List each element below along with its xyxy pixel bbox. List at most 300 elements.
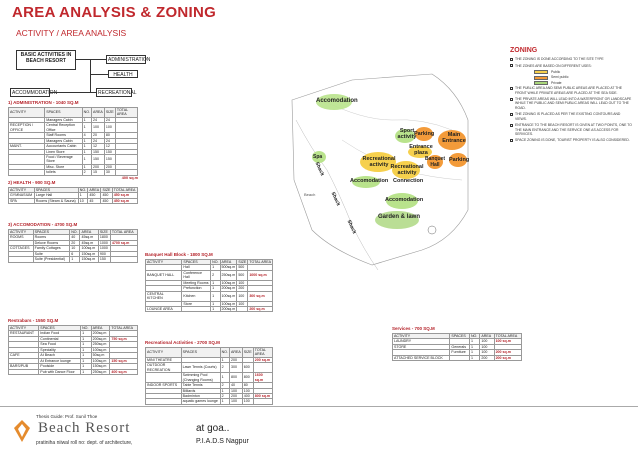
column-header: AREA: [91, 325, 110, 330]
table-cell: 800: [229, 373, 242, 383]
table-cell: 200 sq.m: [494, 350, 521, 355]
table-cell: LAUNDRY: [393, 339, 450, 344]
table-cell: Suite: [33, 251, 70, 256]
column-header: TOTAL AREA: [249, 259, 272, 264]
table-cell: 24: [92, 117, 105, 122]
table-cell: 1: [81, 369, 92, 374]
health-table-heading: 2) HEALTH - 900 SQ.M: [8, 180, 56, 185]
column-header: SPACES: [181, 347, 220, 357]
table-cell: [115, 170, 137, 175]
health-table: [8, 180, 138, 204]
table-cell: Rooms: [33, 235, 70, 240]
column-header: ACTIVITY: [146, 259, 182, 264]
column-header: NO.: [79, 187, 87, 192]
map-label: Beach: [304, 192, 316, 197]
table-cell: Billiards: [181, 388, 220, 393]
table-cell: 1: [81, 364, 92, 369]
table-row: [9, 123, 138, 133]
table-cell: RESTAURANT: [9, 331, 39, 336]
table-cell: 1000 sq.m: [248, 270, 273, 280]
map-label: Sport activity: [397, 128, 417, 141]
table-cell: 100: [237, 291, 248, 301]
table-cell: 20: [92, 133, 105, 138]
diagram-connector: [90, 59, 91, 93]
table-cell: CENTRAL KITCHEN: [146, 291, 182, 301]
table-cell: COTTAGES: [9, 246, 34, 251]
table-cell: MAINT.: [9, 144, 45, 149]
column-header: ACTIVITY: [146, 347, 182, 357]
table-cell: 300: [229, 363, 242, 373]
table-cell: 1: [81, 358, 92, 363]
table-cell: aquatic games lounge: [181, 399, 220, 404]
table-cell: 200: [237, 286, 248, 291]
column-header: NO.: [469, 333, 479, 338]
banquet-table-heading: Banquet Hall Block - 1800 SQ.M: [145, 252, 213, 257]
checkbox-icon: [510, 139, 513, 142]
column-header: SIZE: [242, 347, 253, 357]
table-cell: 1: [211, 265, 220, 270]
table-cell: Generals: [450, 344, 470, 349]
table-row: [146, 306, 273, 311]
map-label: Entrance plaza: [409, 144, 433, 157]
admin-table: [8, 100, 138, 181]
table-cell: Staff Rooms: [45, 133, 82, 138]
table-cell: 900: [98, 251, 110, 256]
table-cell: 100sq.m: [91, 358, 110, 363]
table-cell: 100sq.m: [80, 246, 98, 251]
column-header: SIZE: [238, 259, 247, 264]
map-label: Shack: [313, 161, 326, 177]
table-cell: 200 sq.m: [253, 357, 272, 362]
recreational-table-heading: Recreational Activities - 2700 SQ.M: [145, 340, 220, 345]
table-cell: [146, 399, 182, 404]
table-cell: STORE: [393, 344, 450, 349]
table-cell: 150: [98, 257, 110, 262]
table-cell: 24: [104, 117, 115, 122]
admin-rows: [9, 117, 138, 175]
table-cell: 1: [82, 123, 91, 133]
map-label: Accomodation: [316, 98, 358, 104]
table-cell: 2: [211, 270, 220, 280]
map-label: Shack: [329, 191, 342, 207]
table-cell: 150: [104, 154, 115, 164]
table-cell: 200 sq.m: [494, 355, 521, 360]
column-header: TOTAL AREA: [115, 107, 137, 117]
student-details: pratiniha niiwal roll no: dept. of architecture,: [36, 440, 133, 446]
table-row: [146, 270, 273, 280]
column-header: SPACES: [39, 325, 81, 330]
table-cell: 1800: [98, 235, 110, 240]
table-cell: 450: [88, 193, 101, 198]
column-header: TOTAL AREA: [112, 187, 137, 192]
zoning-note: THE PUBLIC AREA AND SEMI PUBLIC AREAS ARE PLACED AT THE FRONT WHILE PRIVATE AREAS ARE PLACED AT THE SEA SIDE.: [510, 86, 632, 95]
table-cell: [115, 154, 137, 164]
table-cell: 100sq.m: [220, 291, 237, 301]
table-cell: 1: [81, 336, 92, 341]
table-cell: 24: [104, 138, 115, 143]
table-cell: 1: [211, 306, 220, 311]
table-cell: 1: [211, 280, 220, 285]
map-label: Accomodation: [350, 178, 389, 184]
diagram-connector: [90, 74, 108, 75]
table-cell: 12: [92, 144, 105, 149]
table-cell: 1: [469, 339, 479, 344]
table-cell: 100: [242, 399, 253, 404]
legend-swatch: [534, 70, 548, 74]
table-cell: 20: [70, 240, 80, 245]
table-cell: 200: [480, 355, 494, 360]
banquet-table: [145, 252, 273, 312]
table-cell: 1: [82, 144, 91, 149]
table-cell: 450: [101, 198, 112, 203]
checkbox-icon: [510, 58, 513, 61]
table-row: [146, 363, 273, 373]
table-cell: 15: [92, 170, 105, 175]
table-cell: Suite (Presidential): [33, 257, 70, 262]
institute-name: P.I.A.D.S Nagpur: [196, 438, 249, 445]
table-cell: 150sq.m: [80, 251, 98, 256]
table-cell: 1: [211, 291, 220, 301]
table-cell: Accountants Cabin: [45, 144, 82, 149]
accommodation-table-heading: 3) ACCOMODATION - 4700 SQ.M: [8, 222, 78, 227]
activity-node-recreational: RECREATIONAL: [98, 90, 137, 96]
zoning-notes: [510, 46, 632, 145]
site-marker: [428, 226, 436, 234]
table-row: [9, 154, 138, 164]
column-header: NO.: [212, 259, 219, 264]
column-header: AREA: [220, 259, 237, 264]
table-cell: 1000: [98, 240, 110, 245]
table-cell: 150: [92, 154, 105, 164]
table-cell: 200sq.m: [221, 286, 236, 291]
legend-swatch: [534, 76, 548, 80]
table-cell: 4700 sq.m: [110, 240, 137, 245]
table-cell: toilets: [45, 170, 82, 175]
column-header: SPACES: [33, 229, 70, 234]
activity-node-health: HEALTH: [108, 70, 138, 78]
table-cell: [146, 373, 182, 383]
table-cell: 150sq.m: [80, 257, 98, 262]
table-cell: Speciality: [39, 347, 81, 352]
table-cell: 10: [70, 246, 80, 251]
checkbox-icon: [510, 124, 513, 127]
table-cell: 200: [229, 393, 242, 398]
services-rows: [393, 339, 522, 361]
legend-item: Semi public: [534, 75, 632, 79]
table-cell: 500: [237, 265, 248, 270]
table-cell: 40: [70, 235, 80, 240]
table-cell: 2: [220, 383, 229, 388]
table-cell: 1: [81, 331, 92, 336]
column-header: AREA: [89, 187, 100, 192]
table-cell: [182, 306, 211, 311]
table-cell: 1: [81, 347, 92, 352]
table-cell: 50sq.m: [91, 353, 110, 358]
table-cell: 1: [469, 350, 479, 355]
table-cell: 4: [82, 133, 91, 138]
table-cell: Prefunction: [182, 286, 211, 291]
table-cell: 6: [70, 251, 80, 256]
table-cell: OUTDOOR RECREATION: [146, 363, 182, 373]
table-cell: 200: [229, 357, 242, 362]
column-header: SIZE: [98, 229, 110, 234]
column-header: ACTIVITY: [393, 333, 450, 338]
table-cell: 1: [81, 353, 92, 358]
table-cell: Store: [182, 301, 211, 306]
table-cell: CAFE: [9, 353, 39, 358]
table-cell: BARS/PUB: [9, 364, 39, 369]
table-cell: 450: [101, 193, 112, 198]
resort-logo-icon: [12, 418, 32, 444]
table-cell: 45sq.m: [80, 240, 98, 245]
table-cell: 250sq.m: [91, 342, 110, 347]
table-cell: 100: [237, 301, 248, 306]
table-cell: Furniture: [450, 350, 470, 355]
table-cell: 150: [104, 149, 115, 154]
table-cell: GYMNASIUM: [9, 193, 35, 198]
table-cell: Poolside: [39, 364, 81, 369]
column-header: SPACES: [45, 107, 82, 117]
table-cell: 100: [237, 280, 248, 285]
table-cell: SPA: [9, 198, 35, 203]
zoning-note: THE ZONING IS DONE ACCORDING TO THE SITE TYPE: [510, 57, 632, 61]
table-cell: 400: [242, 393, 253, 398]
admin-total: 400 sq.m: [121, 175, 138, 180]
table-cell: 100: [242, 388, 253, 393]
table-cell: Large Hall: [34, 193, 78, 198]
table-cell: RECEPTION / OFFICE: [9, 123, 45, 133]
column-header: AREA: [92, 107, 105, 117]
table-cell: Food / Beverage Store: [45, 154, 82, 164]
table-cell: 40: [229, 383, 242, 388]
section-subtitle: ACTIVITY / AREA ANALYSIS: [16, 28, 127, 38]
zoning-note: THE ZONES ARE BASED ON DIFFERENT USES:: [510, 64, 632, 68]
health-rows: [9, 193, 138, 204]
table-cell: 1: [82, 138, 91, 143]
table-cell: 100 sq.m: [494, 339, 521, 344]
services-table-heading: Services - 700 SQ.M: [392, 326, 435, 331]
table-cell: 300 sq.m: [248, 291, 273, 301]
table-cell: 1: [211, 301, 220, 306]
table-cell: Lawn Tennis (Courts): [181, 363, 220, 373]
column-header: SIZE: [102, 187, 111, 192]
table-cell: 100: [480, 339, 494, 344]
table-cell: Pub with Dance Floor: [39, 369, 81, 374]
table-row: [9, 198, 138, 203]
table-row: [9, 369, 138, 374]
column-header: AREA: [229, 347, 242, 357]
table-cell: [115, 123, 137, 133]
table-cell: [9, 369, 39, 374]
table-cell: Hall: [182, 265, 211, 270]
site-zoning-map: [282, 60, 474, 276]
checkbox-icon: [510, 64, 513, 67]
map-label: Banquet Hall: [425, 156, 445, 168]
recreational-rows: [146, 357, 273, 404]
table-row: [146, 399, 273, 404]
table-cell: 100: [92, 123, 105, 133]
table-cell: 500sq.m: [221, 265, 236, 270]
restaurant-rows: [9, 331, 138, 375]
table-cell: 200sq.m: [91, 336, 110, 341]
table-cell: 100: [229, 388, 242, 393]
column-header: NO.: [70, 229, 80, 234]
column-header: TOTAL AREA: [494, 333, 521, 338]
table-cell: Swimming Pool (Changing Rooms): [181, 373, 220, 383]
map-label: Spa: [313, 154, 323, 160]
column-header: TOTAL AREA: [253, 347, 272, 357]
table-cell: ATTACHED SERVICE BLOCK: [393, 355, 450, 360]
column-header: AREA: [80, 229, 98, 234]
map-label: Shack: [345, 219, 358, 235]
zoning-title: ZONING: [510, 47, 538, 54]
table-row: [393, 355, 522, 360]
table-row: [146, 291, 273, 301]
table-cell: 800: [242, 373, 253, 383]
column-header: NO.: [82, 107, 91, 117]
table-cell: 400 sq.m: [110, 369, 138, 374]
map-label: Connection: [393, 178, 424, 184]
table-cell: 45sq.m: [80, 235, 98, 240]
zoning-note: THE ZONING IS PLACED AS PER THE EXISTING CONTOURS AND VIEWS.: [510, 112, 632, 121]
recreational-table: [145, 340, 273, 405]
table-cell: Badminton: [181, 393, 220, 398]
table-cell: 200: [92, 164, 105, 169]
table-cell: Kitchen: [182, 291, 211, 301]
table-row: [146, 373, 273, 383]
table-cell: 10: [78, 198, 88, 203]
legend-item: Public: [534, 70, 632, 74]
map-label: Recreational activity: [390, 164, 424, 177]
table-cell: 1: [78, 193, 88, 198]
accommodation-table: [8, 222, 138, 263]
table-cell: 1: [82, 154, 91, 164]
table-cell: At Beach: [39, 353, 81, 358]
table-cell: Misc. Store: [45, 164, 82, 169]
diagram-connector: [50, 92, 96, 93]
checkbox-icon: [510, 98, 513, 101]
table-cell: 150: [92, 149, 105, 154]
diagram-connector: [76, 59, 106, 60]
table-cell: INDOOR SPORTS: [146, 383, 182, 388]
table-cell: 1: [220, 388, 229, 393]
table-cell: [9, 257, 34, 262]
table-cell: [9, 154, 45, 164]
column-header: SPACES: [34, 187, 78, 192]
table-cell: 150 sq.m: [110, 358, 138, 363]
table-cell: MINI THEATRE: [146, 357, 182, 362]
table-cell: 80: [104, 133, 115, 138]
zoning-note: ENTRANCE TO THE BEACH RESORT IS GIVEN AT TWO POINTS, ONE TO THE MAIN ENTRANCE AND THE SERVICE ONE AS ACCESS FOR SERVICES.: [510, 123, 632, 136]
map-label: Parking: [414, 131, 435, 137]
table-cell: 1: [82, 117, 91, 122]
table-row: [9, 257, 138, 262]
table-cell: 200: [104, 164, 115, 169]
column-header: ACTIVITY: [9, 107, 45, 117]
table-cell: 100: [480, 350, 494, 355]
map-label: Main Entrance: [442, 132, 466, 145]
legend-item: Private: [534, 81, 632, 85]
table-cell: At Entrance lounge: [39, 358, 81, 363]
table-cell: 200sq.m: [91, 331, 110, 336]
column-header: AREA: [480, 333, 494, 338]
table-header-row: [9, 107, 138, 117]
footer-divider: [0, 406, 638, 407]
table-cell: Family Cottages: [33, 246, 70, 251]
column-header: SIZE: [104, 107, 115, 117]
table-cell: 100: [229, 399, 242, 404]
table-cell: 1: [220, 357, 229, 362]
project-brand: Beach Resort: [38, 420, 131, 436]
table-cell: 30: [104, 170, 115, 175]
table-cell: Central Reception Office: [45, 123, 82, 133]
table-cell: Indian Food: [39, 331, 81, 336]
table-cell: 1600 sq.m: [253, 373, 272, 383]
table-cell: [110, 257, 137, 262]
table-cell: 250sq.m: [220, 270, 237, 280]
table-cell: Table Tennis: [181, 383, 220, 388]
column-header: TOTAL AREA: [110, 229, 137, 234]
table-cell: 100sq.m: [221, 301, 236, 306]
table-cell: 1: [211, 286, 220, 291]
zoning-note: SPACE ZONING IS DONE, TOURIST PROPERTY IS ALSO CONSIDERED.: [510, 138, 632, 142]
map-label: Recreational activity: [362, 156, 396, 169]
table-cell: 24: [92, 138, 105, 143]
map-label: Accomodation: [385, 197, 424, 203]
table-cell: Managers Cabin: [45, 138, 82, 143]
table-cell: 100sq.m: [91, 347, 110, 352]
table-cell: ROOMS: [9, 235, 34, 240]
table-cell: 2: [82, 170, 91, 175]
table-cell: [253, 363, 272, 373]
table-cell: Continental: [39, 336, 81, 341]
table-cell: [9, 170, 45, 175]
column-header: ACTIVITY: [9, 325, 39, 330]
project-location: at goa..: [196, 423, 230, 434]
map-label: Parking: [449, 157, 470, 163]
legend-swatch: [534, 81, 548, 85]
table-cell: 1: [469, 355, 479, 360]
thesis-guide: Thesis Guide: Prof. Sunil Thoe: [36, 414, 98, 419]
table-cell: Managers Cabin: [45, 117, 82, 122]
column-header: NO.: [81, 325, 92, 330]
restaurant-table-heading: Restrabars - 1550 SQ.M: [8, 318, 59, 323]
admin-table-heading: 1) ADMINISTRATION - 1040 SQ.M: [8, 100, 79, 105]
column-header: ACTIVITY: [9, 229, 34, 234]
table-cell: 600: [242, 363, 253, 373]
table-cell: 200sq.m: [221, 306, 236, 311]
table-cell: Rooms (Steam & Sauna): [34, 198, 78, 203]
table-cell: 2: [220, 363, 229, 373]
table-cell: Meeting Rooms: [182, 280, 211, 285]
accommodation-rows: [9, 235, 138, 262]
services-table: [392, 326, 522, 361]
table-cell: BANQUET HALL: [146, 270, 182, 280]
checkbox-icon: [510, 87, 513, 90]
table-cell: 1: [82, 164, 91, 169]
table-cell: 80: [242, 383, 253, 388]
table-cell: 100: [104, 123, 115, 133]
column-header: TOTAL AREA: [110, 325, 138, 330]
table-cell: Conference Hall: [182, 270, 211, 280]
page-title: AREA ANALYSIS & ZONING: [12, 4, 217, 21]
checkbox-icon: [510, 113, 513, 116]
table-cell: 1: [220, 373, 229, 383]
table-cell: 100sq.m: [221, 280, 236, 285]
table-row: [9, 170, 138, 175]
table-cell: 150sq.m: [91, 364, 110, 369]
table-cell: 45: [88, 198, 101, 203]
